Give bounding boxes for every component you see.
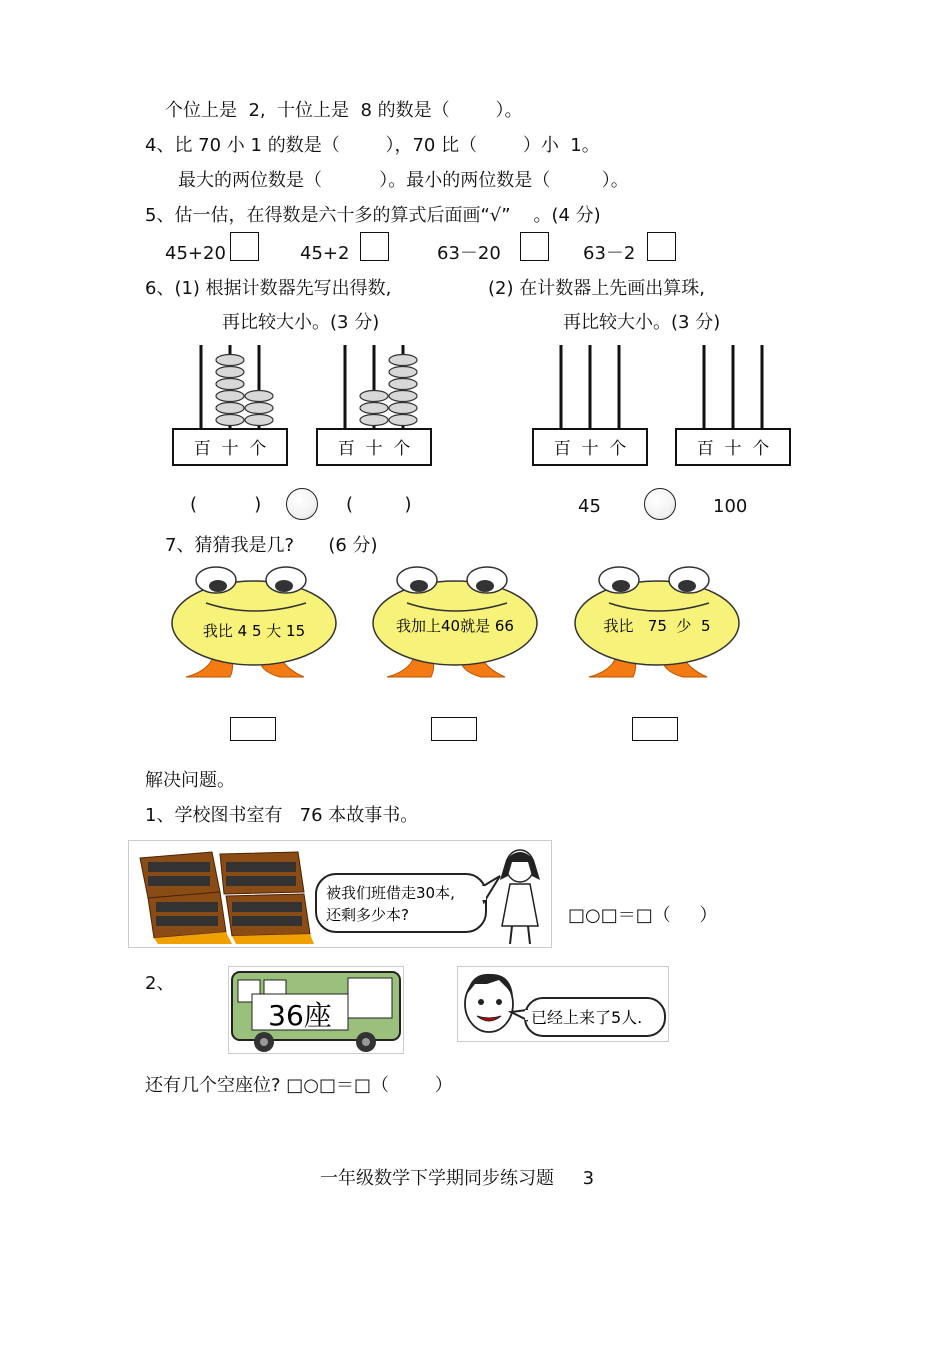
compare-right-b: 100 — [713, 496, 748, 517]
frog-1 — [168, 565, 344, 683]
compare-circle-1[interactable] — [286, 488, 318, 520]
answer-box-3[interactable] — [520, 232, 549, 261]
question-4-line-2: 最大的两位数是（ ）。最小的两位数是（ ）。 — [178, 170, 629, 191]
estimate-1: 45+20 — [165, 243, 226, 264]
compare-left-a: ( ) — [190, 494, 262, 515]
answer-box-4[interactable] — [647, 232, 676, 261]
library-bubble-line-1: 被我们班借走30本, — [326, 884, 455, 902]
problem-1: 1、学校图书室有 76 本故事书。 — [145, 805, 419, 826]
boy-illustration — [457, 966, 669, 1042]
question-6-part-1: 6、(1) 根据计数器先写出得数, — [145, 278, 392, 299]
abacus-2-labels: 百 十 个 — [337, 439, 411, 459]
bus-illustration — [228, 966, 404, 1054]
answer-box-1[interactable] — [230, 232, 259, 261]
frog-3-answer-box[interactable] — [632, 717, 678, 741]
abacus-3[interactable] — [530, 340, 650, 470]
abacus-1-labels: 百 十 个 — [193, 439, 267, 459]
question-4: 4、比 70 小 1 的数是（ ），70 比（ ）小 1。 — [145, 135, 600, 156]
estimate-4: 63－2 — [583, 243, 636, 264]
problem-2-question: 还有几个空座位? □○□＝□（ ） — [145, 1075, 453, 1096]
abacus-3-labels: 百 十 个 — [553, 439, 627, 459]
question-7: 7、猜猜我是几? (6 分) — [165, 535, 378, 556]
answer-box-2[interactable] — [360, 232, 389, 261]
problem-1-equation: □○□＝□（ ） — [568, 905, 718, 926]
bus-sign: 36座 — [268, 999, 332, 1032]
frog-2-text: 我加上40就是 66 — [396, 617, 514, 635]
question-6-part-2: (2) 在计数器上先画出算珠, — [488, 278, 705, 299]
compare-right-a: 45 — [578, 496, 601, 517]
frog-1-answer-box[interactable] — [230, 717, 276, 741]
abacus-1 — [170, 340, 290, 470]
question-5: 5、估一估，在得数是六十多的算式后面画“√” 。(4 分) — [145, 205, 601, 226]
frog-2-answer-box[interactable] — [431, 717, 477, 741]
frog-1-text: 我比 4 5 大 15 — [202, 622, 306, 640]
library-illustration — [128, 840, 552, 948]
abacus-2 — [314, 340, 434, 470]
line-1: 个位上是 2, 十位上是 8 的数是（ ）。 — [165, 100, 523, 121]
frog-3 — [571, 565, 747, 683]
page-footer: 一年级数学下学期同步练习题 3 — [320, 1168, 595, 1189]
compare-left-b: ( ) — [346, 494, 412, 515]
boy-bubble: 已经上来了5人. — [531, 1008, 643, 1027]
question-6-part-1-line-2: 再比较大小。(3 分) — [222, 312, 380, 333]
abacus-4[interactable] — [673, 340, 793, 470]
question-6-part-2-line-2: 再比较大小。(3 分) — [563, 312, 721, 333]
estimate-3: 63－20 — [437, 243, 501, 264]
problem-2: 2、 — [145, 973, 175, 994]
frog-3-text: 我比 75 少 5 — [603, 617, 711, 635]
abacus-4-labels: 百 十 个 — [696, 439, 770, 459]
section-heading: 解决问题。 — [145, 770, 235, 791]
compare-circle-2[interactable] — [644, 488, 676, 520]
frog-2 — [369, 565, 545, 683]
library-bubble-line-2: 还剩多少本? — [326, 906, 409, 924]
estimate-2: 45+2 — [300, 243, 350, 264]
